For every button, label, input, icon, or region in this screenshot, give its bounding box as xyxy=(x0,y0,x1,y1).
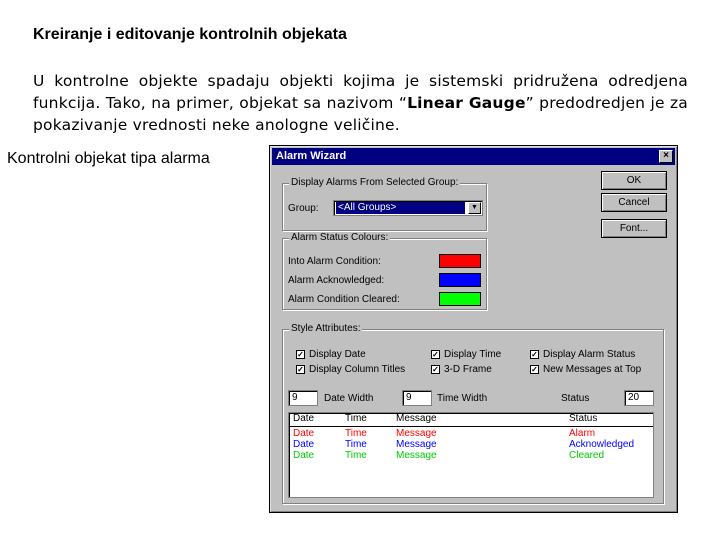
paragraph-text-1: U kontrolne objekte spadaju objekti kojima je sistemski pridružena odredjena funkcija. Tako, na primer, objekat sa nazivom “ xyxy=(33,72,688,112)
paragraph-bold-term: Linear Gauge xyxy=(407,94,526,112)
date-width-input[interactable]: 9 xyxy=(288,390,318,406)
preview-cell-message: Message xyxy=(396,428,437,439)
preview-row xyxy=(289,439,653,450)
checkbox-box[interactable]: ✓ xyxy=(297,365,304,374)
cleared-label: Alarm Condition Cleared: xyxy=(288,294,400,305)
date-width-label: Date Width xyxy=(324,393,374,404)
acknowledged-color-swatch[interactable] xyxy=(439,273,481,287)
display-alarm-status-checkbox[interactable] xyxy=(530,349,635,360)
preview-cell-status: Alarm xyxy=(569,428,596,439)
preview-cell-status: Acknowledged xyxy=(569,439,635,450)
display-column-titles-checkbox[interactable] xyxy=(296,364,405,375)
preview-cell-date: Date xyxy=(293,428,315,439)
status-colours-label: Alarm Status Colours: xyxy=(291,232,389,243)
checkbox-label: Display Alarm Status xyxy=(543,349,636,360)
checkbox-box[interactable]: ✓ xyxy=(531,365,538,374)
checkbox-box[interactable]: ✓ xyxy=(432,350,439,359)
checkbox-label: Display Column Titles xyxy=(309,364,406,375)
display-date-checkbox[interactable] xyxy=(296,349,366,360)
alarm-wizard-window xyxy=(269,145,678,513)
ok-button[interactable]: OK xyxy=(601,171,667,190)
checkbox-label: New Messages at Top xyxy=(543,364,642,375)
preview-cell-message: Message xyxy=(396,450,437,461)
new-messages-at-top-checkbox[interactable] xyxy=(530,364,641,375)
checkbox-box[interactable]: ✓ xyxy=(297,350,304,359)
preview-cell-time: Time xyxy=(345,439,367,450)
preview-row xyxy=(289,428,653,439)
3d-frame-checkbox[interactable] xyxy=(431,364,492,375)
preview-header-date: Date xyxy=(293,413,315,424)
preview-header-status: Status xyxy=(569,413,598,424)
checkbox-box[interactable]: ✓ xyxy=(432,365,439,374)
checkbox-box[interactable]: ✓ xyxy=(531,350,538,359)
group-select-value: <All Groups> xyxy=(336,202,465,214)
close-icon[interactable]: × xyxy=(659,150,673,163)
cancel-button[interactable]: Cancel xyxy=(601,193,667,212)
slide-paragraph xyxy=(33,70,688,136)
status-width-input[interactable]: 20 xyxy=(624,390,654,406)
preview-header-row xyxy=(289,413,653,427)
time-width-label: Time Width xyxy=(437,393,488,404)
paragraph-text-2: ” predodredjen je za pokazivanje vrednosti neke anologne veličine. xyxy=(33,94,689,134)
group-field-label: Group: xyxy=(288,203,319,214)
window-titlebar xyxy=(272,148,675,165)
preview-cell-date: Date xyxy=(293,439,315,450)
cleared-color-swatch[interactable] xyxy=(439,292,481,306)
acknowledged-label: Alarm Acknowledged: xyxy=(288,275,385,286)
side-label: Kontrolni objekat tipa alarma xyxy=(7,150,210,167)
checkbox-label: Display Date xyxy=(309,349,366,360)
style-attributes-label: Style Attributes: xyxy=(291,323,361,334)
into-alarm-color-swatch[interactable] xyxy=(439,254,481,268)
checkbox-label: 3-D Frame xyxy=(444,364,492,375)
preview-cell-time: Time xyxy=(345,450,367,461)
preview-row xyxy=(289,450,653,461)
preview-header-message: Message xyxy=(396,413,437,424)
display-group-label: Display Alarms From Selected Group: xyxy=(291,177,459,188)
time-width-input[interactable]: 9 xyxy=(402,390,432,406)
alarm-preview-list xyxy=(288,412,654,498)
display-time-checkbox[interactable] xyxy=(431,349,501,360)
preview-header-time: Time xyxy=(345,413,367,424)
preview-cell-status: Cleared xyxy=(569,450,605,461)
slide-title: Kreiranje i editovanje kontrolnih objekata xyxy=(33,26,347,43)
group-select[interactable] xyxy=(333,200,483,216)
font-button[interactable]: Font... xyxy=(601,219,667,238)
into-alarm-label: Into Alarm Condition: xyxy=(288,256,381,267)
preview-cell-date: Date xyxy=(293,450,315,461)
preview-cell-message: Message xyxy=(396,439,437,450)
window-title: Alarm Wizard xyxy=(276,150,347,162)
preview-cell-time: Time xyxy=(345,428,367,439)
chevron-down-icon[interactable]: ▼ xyxy=(468,202,481,214)
checkbox-label: Display Time xyxy=(444,349,502,360)
status-width-label: Status xyxy=(561,393,590,404)
